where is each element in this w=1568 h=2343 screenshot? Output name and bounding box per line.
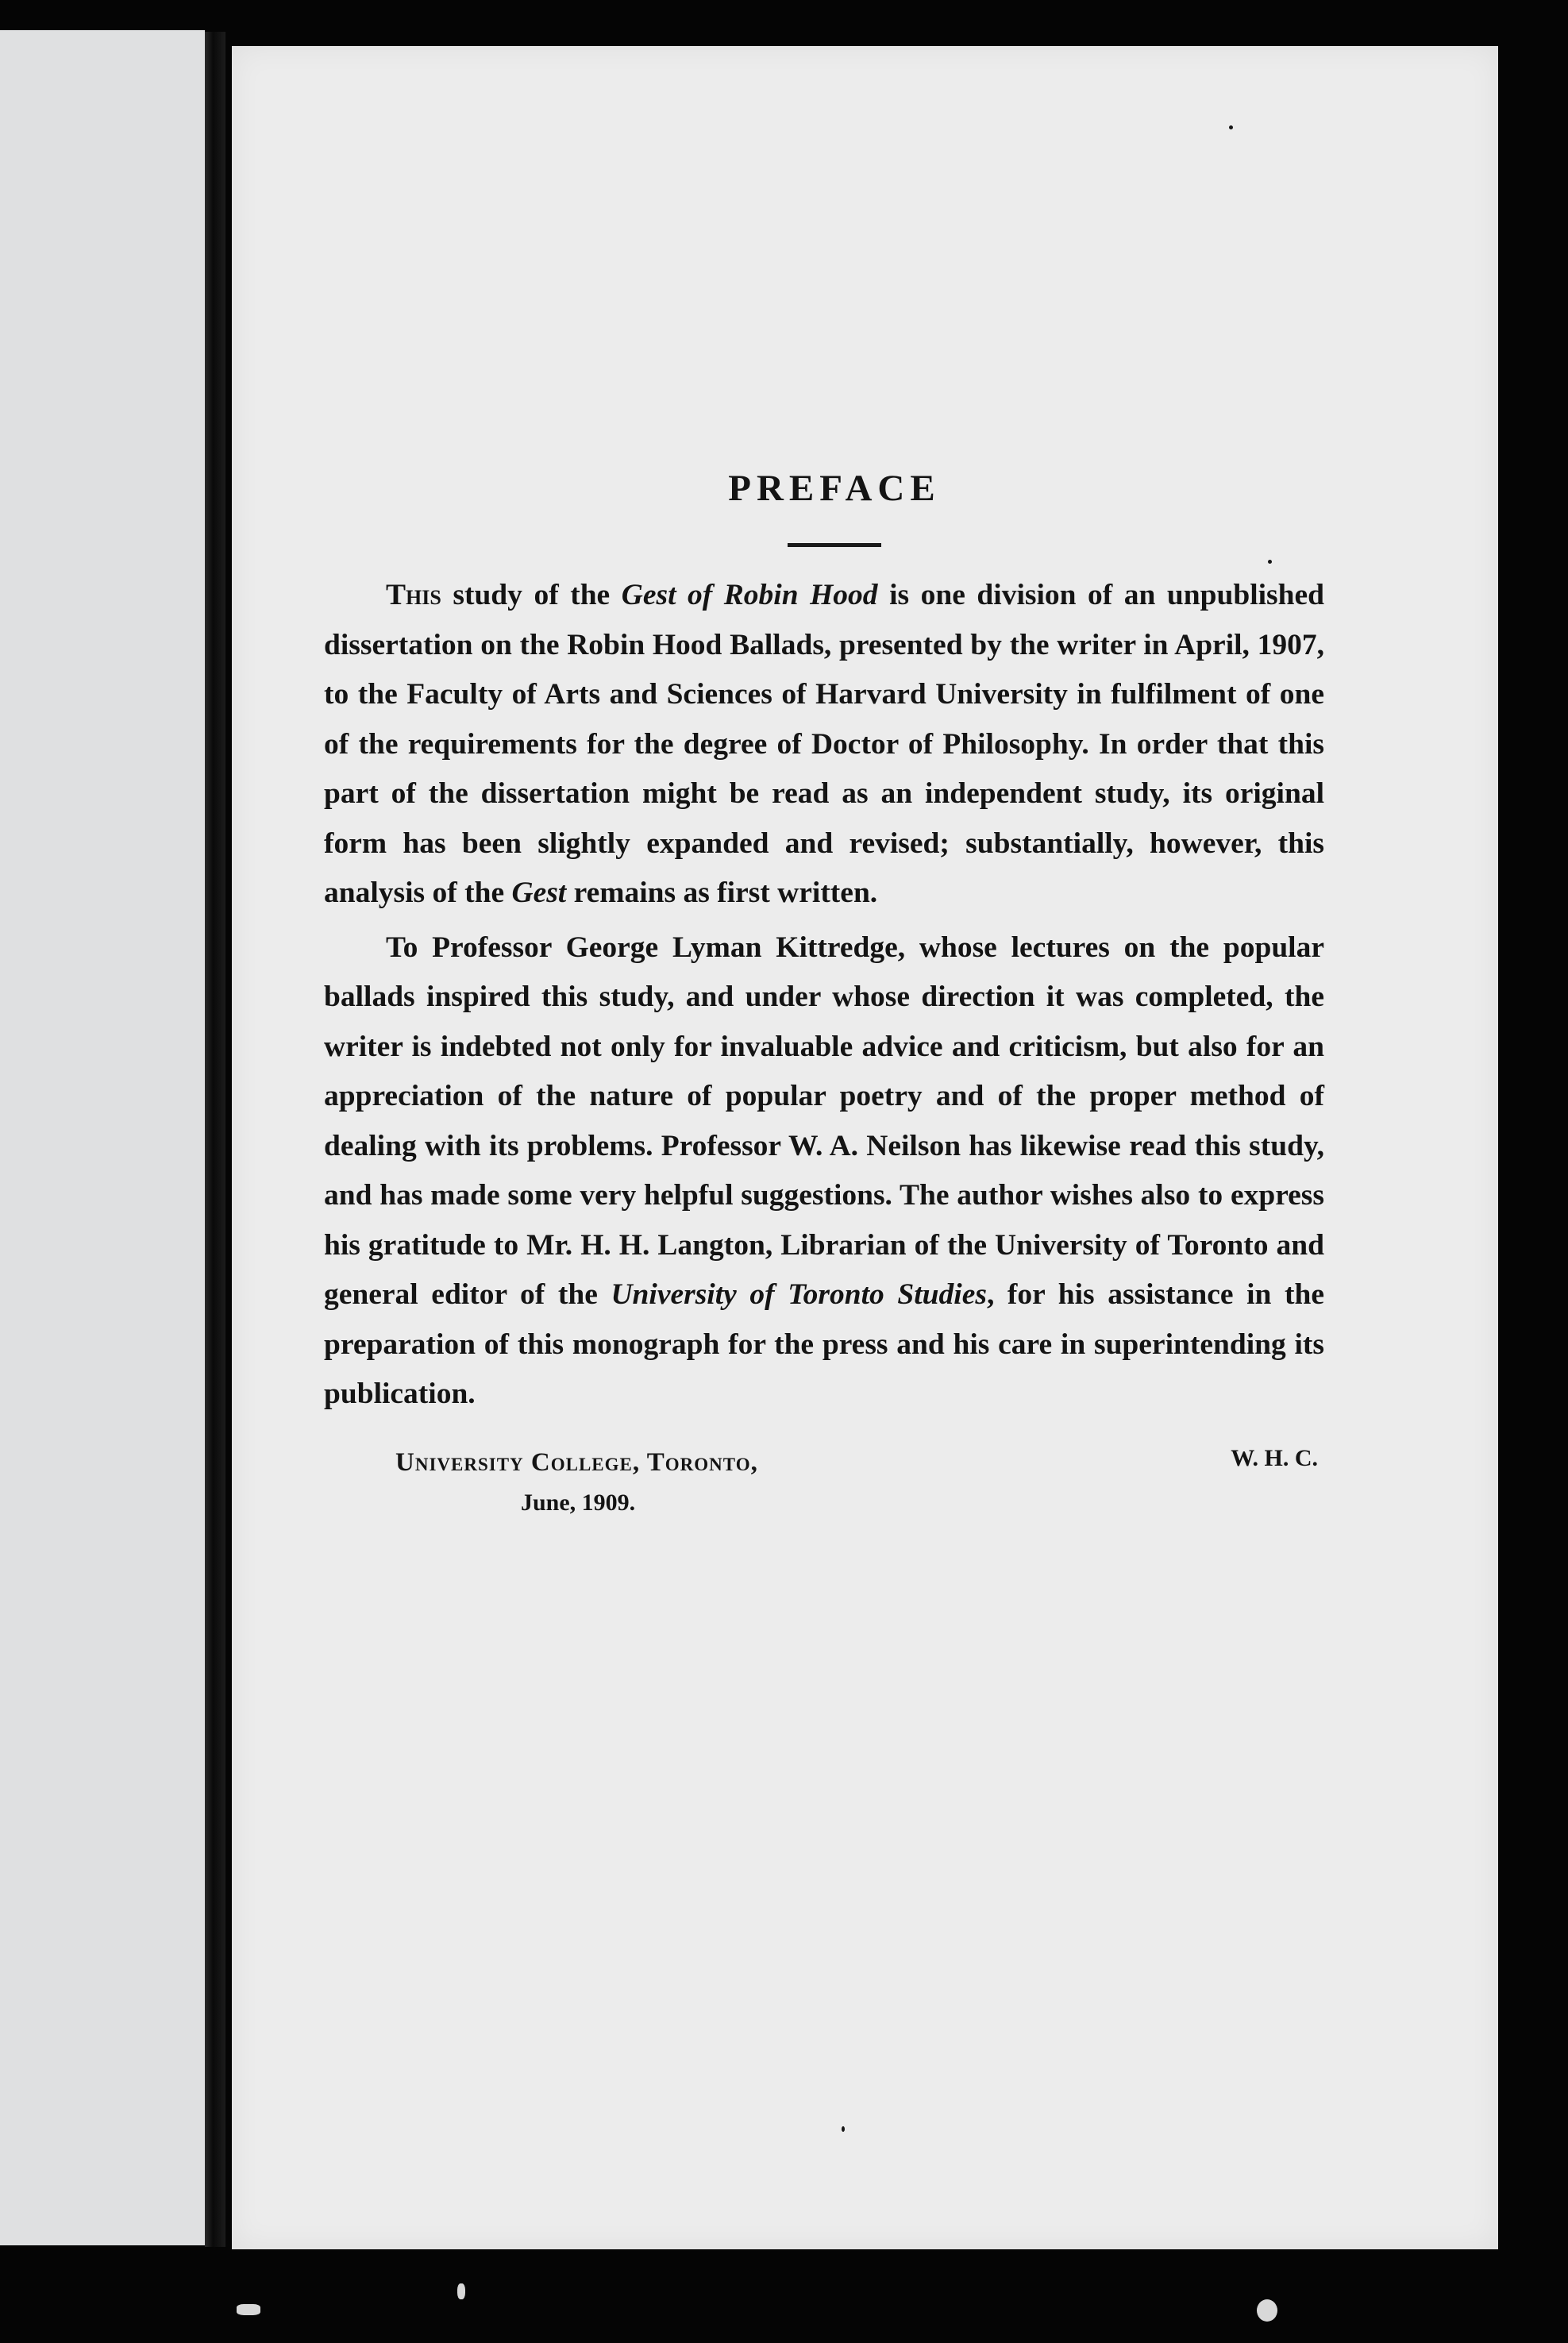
preface-page (232, 46, 1498, 2249)
paragraph-2-text-b: , for his assistance in the preparation of this monograph for the press and his care in superintending its publication. (324, 1278, 1325, 1410)
scan-speck (1229, 125, 1233, 129)
paragraph-2-text-a: To Professor George Lyman Kittredge, whose lectures on the popular ballads inspired this study, and under whose direction it was completed, the writer is indebted not only for invaluable advice and criticism, but also for an appreciation of the nature of popular poetry and of the proper method of dealing with its problems. Professor W. A. Neilson has likewise read this study, and has made some very helpful suggestions. The author wishes also to express his gratitude to Mr. H. H. Langton, Librarian of the University of Toronto and general editor of the (324, 931, 1324, 1311)
title-rule (788, 543, 881, 547)
paragraph-2 (324, 923, 1324, 1420)
paragraph-1-text-b: is one division of an unpublished dissertation on the Robin Hood Ballads, presented by the writer in April, 1907, to the Faculty of Arts and Sciences of Harvard University in fulfilment of one of the requirements for the degree of Doctor of Philosophy. In order that this part of the dissertation might be read as an independent study, its original form has been slightly expanded and revised; substantially, however, this analysis of the (324, 579, 1324, 909)
paragraph-1-italic-title: Gest of Robin Hood (621, 579, 878, 611)
scan-artifact (457, 2283, 465, 2299)
page-title: PREFACE (728, 468, 941, 509)
signoff-initials: W. H. C. (1231, 1444, 1318, 1471)
scan-speck (1268, 560, 1272, 564)
paragraph-1-italic-gest: Gest (511, 877, 567, 909)
signoff-date: June, 1909. (521, 1489, 636, 1516)
paragraph-1-text-a: study of the (441, 579, 622, 611)
scan-artifact (237, 2304, 260, 2315)
scan-speck (842, 2126, 845, 2132)
facing-page-edge (0, 30, 205, 2245)
scan-artifact (1257, 2299, 1277, 2322)
paragraph-1-lead: This (386, 579, 441, 611)
paragraph-1-text-c: remains as first written. (566, 877, 878, 909)
book-binding (205, 32, 225, 2247)
preface-text-block (324, 419, 1324, 1536)
paragraph-1 (324, 571, 1324, 919)
paragraph-2-italic-series: University of Toronto Studies (611, 1278, 987, 1311)
signoff (324, 1444, 1324, 1536)
signoff-place: University College, Toronto, (395, 1447, 758, 1477)
